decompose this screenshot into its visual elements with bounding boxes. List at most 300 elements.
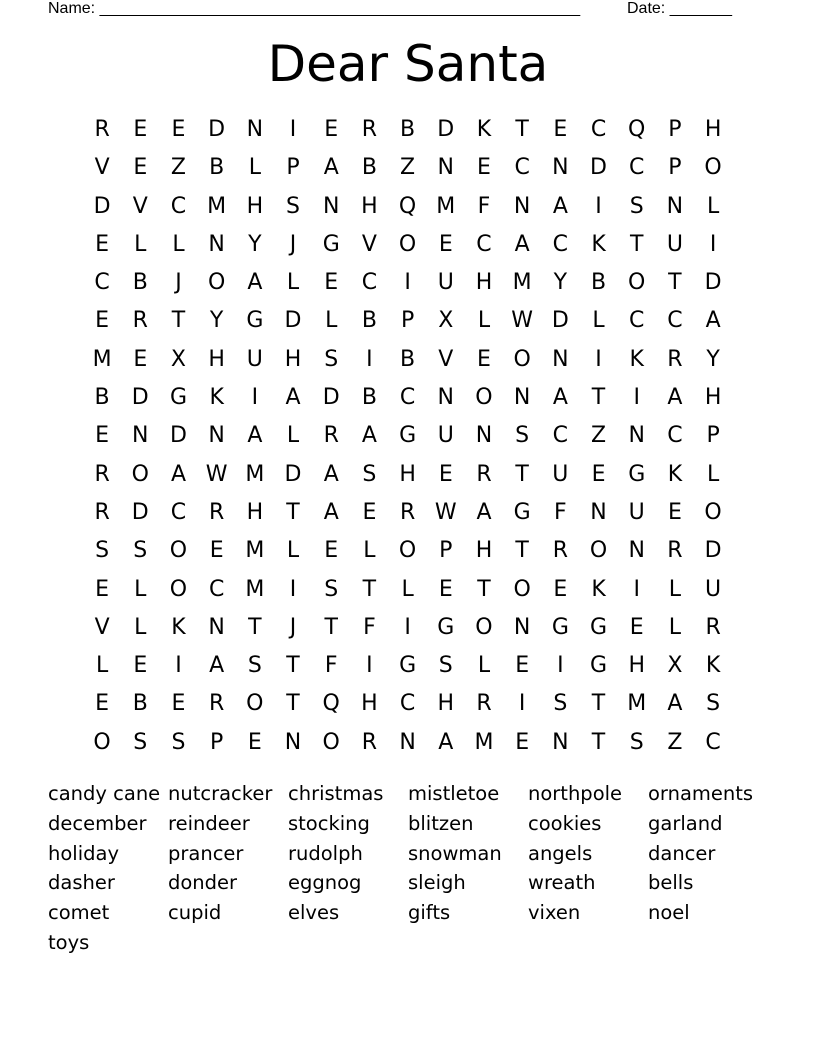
grid-letter: F	[363, 614, 376, 640]
grid-letter: L	[477, 308, 491, 334]
grid-letter: R	[705, 614, 721, 640]
grid-letter: V	[361, 231, 377, 257]
grid-letter: F	[324, 653, 338, 679]
grid-letter: J	[175, 270, 182, 296]
grid-letter: H	[628, 653, 645, 679]
grid-letter: L	[134, 614, 147, 640]
word-list-item: prancer	[168, 841, 244, 865]
grid-letter: L	[172, 231, 185, 257]
grid-letter: B	[361, 155, 377, 181]
grid-letter: N	[552, 729, 569, 755]
grid-letter: L	[134, 231, 147, 257]
grid-letter: H	[475, 538, 493, 564]
grid-letter: X	[667, 653, 683, 679]
grid-letter: I	[404, 614, 411, 640]
word-list-item: stocking	[288, 811, 370, 835]
grid-letter: T	[668, 270, 682, 296]
word-list-item: cupid	[168, 901, 222, 925]
grid-letter: K	[591, 231, 606, 257]
grid-letter: A	[323, 461, 339, 487]
grid-letter: E	[95, 308, 110, 334]
grid-letter: C	[361, 270, 378, 296]
word-list-item: elves	[288, 901, 340, 925]
grid-letter: E	[171, 691, 186, 717]
grid-letter: C	[94, 270, 110, 296]
grid-letter: M	[245, 461, 265, 487]
grid-letter: A	[323, 155, 339, 181]
grid-letter: Q	[628, 117, 646, 142]
word-list-item: wreath	[528, 871, 596, 895]
grid-letter: N	[284, 729, 302, 755]
grid-letter: E	[438, 231, 453, 257]
grid-letter: C	[552, 423, 569, 449]
grid-letter: E	[324, 538, 339, 564]
grid-letter: L	[95, 653, 109, 679]
grid-letter: H	[284, 346, 302, 372]
grid-letter: B	[132, 270, 148, 296]
grid-letter: C	[667, 308, 683, 334]
grid-letter: N	[628, 423, 645, 449]
grid-letter: R	[209, 691, 225, 717]
grid-letter: A	[361, 423, 377, 449]
grid-letter: E	[95, 691, 110, 717]
grid-letter: A	[323, 499, 339, 525]
grid-letter: H	[246, 499, 264, 525]
grid-letter: B	[400, 346, 416, 372]
grid-letter: H	[399, 461, 416, 487]
grid-letter: M	[245, 576, 265, 602]
grid-letter: A	[438, 729, 454, 755]
grid-letter: O	[398, 231, 417, 257]
grid-letter: S	[324, 576, 339, 602]
grid-letter: A	[247, 270, 263, 296]
grid-letter: B	[132, 691, 148, 717]
grid-letter: N	[628, 538, 645, 564]
word-list-item: holiday	[48, 841, 119, 865]
grid-letter: E	[477, 346, 491, 372]
grid-letter: C	[514, 155, 530, 181]
grid-letter: S	[171, 729, 186, 755]
grid-letter: G	[169, 385, 187, 411]
grid-letter: H	[704, 385, 722, 411]
grid-letter: N	[513, 385, 531, 411]
grid-letter: M	[436, 193, 456, 219]
grid-letter: D	[284, 308, 302, 334]
grid-letter: G	[590, 653, 608, 679]
grid-letter: E	[324, 117, 339, 142]
grid-letter: N	[208, 231, 225, 257]
grid-letter: N	[208, 614, 225, 640]
grid-letter: O	[246, 691, 264, 717]
grid-letter: G	[628, 461, 646, 487]
grid-letter: L	[668, 614, 682, 640]
grid-letter: Z	[590, 423, 607, 449]
grid-letter: C	[629, 308, 645, 334]
word-list-item: rudolph	[288, 841, 363, 865]
grid-letter: O	[131, 461, 149, 487]
grid-letter: T	[515, 538, 529, 564]
grid-letter: F	[477, 193, 491, 219]
grid-letter: N	[513, 614, 531, 640]
grid-letter: O	[169, 576, 188, 602]
grid-letter: E	[324, 270, 339, 296]
grid-letter: K	[629, 346, 644, 372]
grid-letter: T	[515, 461, 529, 487]
grid-letter: J	[289, 614, 297, 640]
grid-letter: Y	[248, 231, 262, 257]
grid-letter: E	[553, 117, 568, 142]
grid-letter: U	[628, 499, 645, 525]
grid-letter: L	[592, 308, 605, 334]
word-list-item: northpole	[528, 782, 623, 805]
grid-letter: R	[94, 461, 110, 487]
word-list-item: december	[48, 811, 147, 835]
grid-letter: Z	[667, 729, 683, 755]
grid-letter: S	[362, 461, 377, 487]
grid-letter: P	[439, 538, 453, 564]
grid-letter: S	[515, 423, 530, 449]
grid-letter: T	[286, 691, 300, 717]
grid-letter: P	[286, 155, 300, 181]
grid-letter: O	[93, 729, 111, 755]
word-list-item: comet	[48, 901, 110, 925]
grid-letter: N	[552, 346, 569, 372]
grid-letter: N	[132, 423, 149, 449]
grid-letter: R	[94, 499, 110, 525]
grid-letter: N	[208, 423, 225, 449]
grid-letter: N	[513, 193, 531, 219]
grid-letter: E	[438, 576, 453, 602]
word-list-item: snowman	[408, 841, 502, 865]
grid-letter: Q	[398, 193, 417, 219]
grid-letter: K	[591, 576, 606, 602]
grid-letter: S	[133, 538, 148, 564]
grid-letter: L	[286, 423, 300, 449]
grid-letter: V	[438, 346, 454, 372]
grid-letter: U	[552, 461, 569, 487]
grid-letter: A	[247, 423, 263, 449]
grid-letter: G	[399, 423, 417, 449]
grid-letter: H	[361, 691, 378, 717]
grid-letter: E	[247, 729, 262, 755]
grid-letter: R	[476, 461, 492, 487]
grid-letter: T	[286, 499, 300, 525]
word-list-item: donder	[168, 871, 238, 895]
grid-letter: B	[94, 385, 110, 411]
puzzle-title: Dear Santa	[267, 35, 549, 93]
word-list-item: eggnog	[288, 871, 362, 895]
grid-letter: I	[595, 346, 602, 372]
grid-letter: I	[595, 193, 602, 219]
grid-letter: H	[437, 691, 455, 717]
grid-letter: C	[476, 231, 492, 257]
grid-letter: M	[207, 193, 227, 219]
grid-letter: I	[633, 385, 640, 411]
grid-letter: W	[205, 461, 228, 487]
grid-letter: K	[667, 461, 683, 487]
grid-letter: T	[629, 231, 644, 257]
grid-letter: R	[209, 499, 225, 525]
grid-letter: N	[437, 385, 455, 411]
grid-letter: M	[512, 270, 532, 296]
grid-letter: P	[668, 155, 682, 181]
name-field-line: Name: ______________________________________________________	[48, 0, 581, 17]
grid-letter: O	[475, 614, 493, 640]
grid-letter: U	[666, 231, 683, 257]
grid-letter: Z	[400, 155, 416, 181]
grid-letter: S	[133, 729, 148, 755]
grid-letter: P	[400, 308, 415, 334]
grid-letter: C	[399, 385, 416, 411]
grid-letter: I	[251, 385, 259, 411]
grid-letter: I	[175, 653, 182, 679]
grid-letter: S	[95, 538, 110, 564]
grid-letter: L	[134, 576, 147, 602]
grid-letter: G	[437, 614, 455, 640]
grid-letter: E	[515, 653, 530, 679]
grid-letter: M	[474, 729, 494, 755]
grid-letter: C	[629, 155, 645, 181]
grid-letter: F	[554, 499, 567, 525]
grid-letter: D	[322, 385, 340, 411]
grid-letter: D	[131, 499, 149, 525]
grid-letter: E	[591, 461, 606, 487]
grid-letter: O	[513, 346, 531, 372]
grid-letter: E	[133, 155, 148, 181]
grid-letter: E	[209, 538, 224, 564]
grid-letter: P	[668, 117, 682, 142]
grid-letter: E	[362, 499, 377, 525]
grid-letter: M	[92, 346, 112, 372]
grid-letter: A	[285, 385, 301, 411]
grid-letter: E	[95, 423, 110, 449]
grid-letter: R	[361, 729, 378, 755]
grid-letter: S	[706, 691, 721, 717]
grid-letter: C	[399, 691, 416, 717]
grid-letter: G	[551, 614, 569, 640]
grid-letter: U	[437, 423, 454, 449]
grid-letter: I	[709, 231, 717, 257]
grid-letter: H	[475, 270, 493, 296]
grid-letter: L	[706, 461, 720, 487]
grid-letter: I	[633, 576, 640, 602]
grid-letter: B	[361, 308, 377, 334]
grid-letter: K	[171, 614, 186, 640]
date-field-line: Date: _______	[627, 0, 732, 17]
grid-letter: N	[475, 423, 493, 449]
grid-letter: B	[209, 155, 225, 181]
grid-letter: D	[551, 308, 569, 334]
grid-letter: O	[398, 538, 417, 564]
grid-letter: L	[325, 308, 338, 334]
grid-letter: R	[476, 691, 492, 717]
grid-letter: T	[171, 308, 186, 334]
grid-letter: A	[170, 461, 186, 487]
grid-letter: K	[705, 653, 721, 679]
word-list-item: bells	[648, 871, 694, 895]
word-list-item: ornaments	[648, 782, 754, 805]
grid-letter: E	[95, 231, 110, 257]
grid-letter: T	[286, 653, 300, 679]
grid-letter: E	[438, 461, 453, 487]
grid-letter: S	[438, 653, 453, 679]
grid-letter: L	[668, 576, 682, 602]
grid-letter: H	[208, 346, 225, 372]
grid-letter: V	[94, 614, 110, 640]
grid-letter: T	[248, 614, 262, 640]
grid-letter: L	[477, 653, 491, 679]
grid-letter: L	[286, 270, 300, 296]
grid-letter: T	[591, 385, 606, 411]
grid-letter: S	[247, 653, 262, 679]
grid-letter: U	[246, 346, 263, 372]
grid-letter: O	[589, 538, 608, 564]
grid-letter: E	[171, 117, 186, 142]
grid-letter: L	[286, 538, 300, 564]
word-list-item: angels	[528, 841, 593, 865]
grid-letter: A	[552, 193, 568, 219]
grid-letter: O	[704, 155, 722, 181]
grid-letter: M	[245, 538, 265, 564]
word-list-item: noel	[648, 901, 690, 925]
grid-letter: E	[95, 576, 110, 602]
word-list-item: toys	[48, 930, 90, 954]
grid-letter: W	[434, 499, 457, 525]
grid-letter: N	[322, 193, 340, 219]
grid-letter: N	[437, 155, 455, 181]
grid-letter: E	[553, 576, 568, 602]
grid-letter: R	[361, 117, 378, 142]
grid-letter: C	[170, 499, 187, 525]
grid-letter: D	[590, 155, 607, 181]
worksheet-header	[48, 0, 748, 20]
grid-letter: P	[706, 423, 720, 449]
grid-letter: E	[477, 155, 491, 181]
grid-letter: D	[208, 117, 226, 142]
word-list-item: garland	[648, 811, 723, 835]
grid-letter: A	[667, 691, 683, 717]
grid-letter: O	[704, 499, 722, 525]
grid-letter: I	[366, 346, 373, 372]
grid-letter: A	[476, 499, 492, 525]
grid-letter: T	[591, 729, 606, 755]
grid-letter: B	[361, 385, 377, 411]
grid-letter: I	[289, 576, 297, 602]
grid-letter: R	[552, 538, 568, 564]
word-list-item: christmas	[288, 782, 384, 805]
grid-letter: T	[362, 576, 377, 602]
grid-letter: G	[590, 614, 608, 640]
grid-letter: R	[667, 346, 683, 372]
grid-letter: E	[133, 346, 148, 372]
grid-letter: N	[399, 729, 416, 755]
word-list-item: dancer	[648, 841, 716, 865]
grid-letter: D	[93, 193, 111, 219]
grid-letter: K	[476, 117, 492, 142]
word-list-item: candy cane	[48, 782, 161, 805]
grid-letter: C	[705, 729, 721, 755]
word-list-item: mistletoe	[408, 782, 500, 805]
grid-letter: L	[363, 538, 376, 564]
grid-letter: H	[704, 117, 722, 142]
grid-letter: E	[133, 653, 148, 679]
grid-letter: T	[591, 691, 606, 717]
grid-letter: G	[322, 231, 340, 257]
letter-grid	[83, 111, 732, 762]
grid-letter: A	[209, 653, 225, 679]
grid-letter: K	[209, 385, 224, 411]
grid-letter: I	[557, 653, 564, 679]
grid-letter: D	[704, 538, 722, 564]
word-list	[48, 779, 768, 958]
grid-letter: N	[590, 499, 607, 525]
grid-letter: U	[437, 270, 454, 296]
grid-letter: E	[667, 499, 682, 525]
grid-letter: N	[666, 193, 684, 219]
grid-letter: Z	[170, 155, 186, 181]
word-list-item: nutcracker	[168, 782, 273, 805]
grid-letter: Y	[706, 346, 720, 372]
grid-letter: A	[667, 385, 683, 411]
grid-letter: O	[628, 270, 646, 296]
grid-letter: W	[511, 308, 534, 334]
grid-letter: D	[437, 117, 455, 142]
grid-letter: S	[286, 193, 301, 219]
grid-letter: O	[475, 385, 493, 411]
grid-letter: R	[323, 423, 339, 449]
grid-letter: Y	[209, 308, 224, 334]
grid-letter: N	[246, 117, 264, 142]
grid-letter: V	[132, 193, 148, 219]
grid-letter: D	[284, 461, 302, 487]
grid-letter: O	[322, 729, 340, 755]
grid-letter: J	[289, 231, 297, 257]
grid-letter: O	[169, 538, 188, 564]
grid-letter: U	[705, 576, 722, 602]
word-list-item: blitzen	[408, 811, 474, 835]
grid-letter: D	[131, 385, 149, 411]
grid-letter: A	[552, 385, 568, 411]
grid-letter: G	[399, 653, 417, 679]
grid-letter: R	[132, 308, 148, 334]
grid-letter: E	[515, 729, 530, 755]
grid-letter: R	[94, 117, 110, 142]
grid-letter: T	[515, 117, 529, 142]
grid-letter: C	[170, 193, 187, 219]
grid-letter: A	[514, 231, 530, 257]
grid-letter: R	[399, 499, 416, 525]
grid-letter: X	[170, 346, 186, 372]
grid-letter: O	[513, 576, 531, 602]
word-list-item: reindeer	[168, 811, 250, 835]
grid-letter: D	[169, 423, 187, 449]
grid-letter: Y	[553, 270, 568, 296]
grid-letter: T	[477, 576, 491, 602]
grid-letter: E	[629, 614, 644, 640]
grid-letter: L	[401, 576, 414, 602]
grid-letter: S	[553, 691, 568, 717]
grid-letter: O	[207, 270, 226, 296]
grid-letter: B	[400, 117, 416, 142]
grid-letter: T	[324, 614, 338, 640]
word-list-item: cookies	[528, 811, 602, 835]
grid-letter: S	[629, 193, 644, 219]
grid-letter: M	[627, 691, 647, 717]
grid-letter: H	[361, 193, 378, 219]
grid-letter: R	[667, 538, 683, 564]
grid-letter: V	[94, 155, 110, 181]
word-list-item: dasher	[48, 871, 115, 895]
